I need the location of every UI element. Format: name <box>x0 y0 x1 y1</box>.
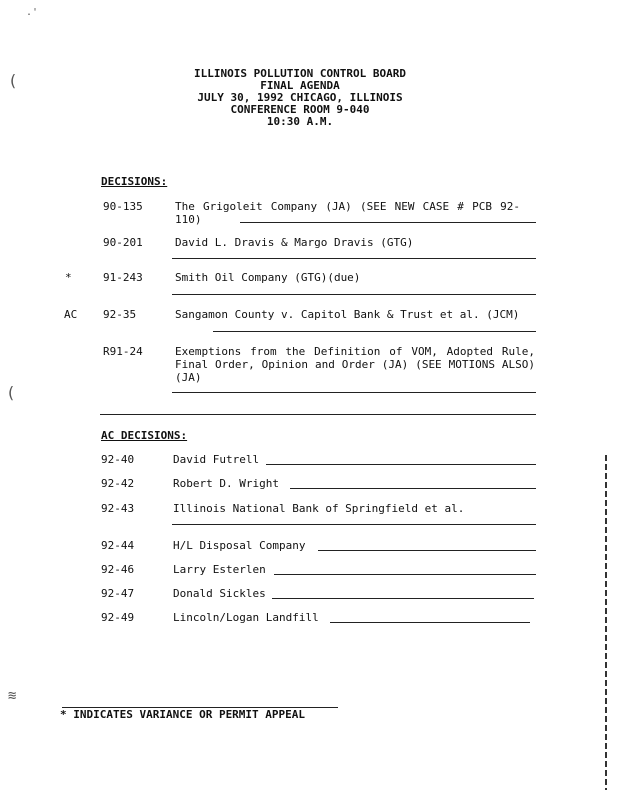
ac-decision-number: 92-44 <box>101 539 135 552</box>
footnote: * INDICATES VARIANCE OR PERMIT APPEAL <box>60 708 306 721</box>
variance-marker: * <box>65 271 72 284</box>
ac-decision-number: 92-42 <box>101 477 135 490</box>
decision-description: Sangamon County v. Capitol Bank & Trust et al. (JCM) <box>175 308 520 321</box>
ac-decision-number: 92-43 <box>101 502 135 515</box>
decision-number: R91-24 <box>103 345 143 358</box>
ac-decision-number: 92-49 <box>101 611 135 624</box>
scan-speck: ( <box>8 71 18 90</box>
ac-decision-number: 92-46 <box>101 563 135 576</box>
meeting-time: 10:30 A.M. <box>266 115 334 128</box>
decision-description: Exemptions from the Definition of VOM, Adopted Rule, Final Order, Opinion and Order (JA) (SEE MOTIONS ALSO)(JA) <box>175 345 535 384</box>
signature-line <box>213 331 536 332</box>
ac-decision-description: Larry Esterlen <box>173 563 266 576</box>
agenda-title: FINAL AGENDA <box>260 79 340 92</box>
signature-line <box>172 294 536 295</box>
signature-line <box>290 488 536 489</box>
decision-number: 91-243 <box>103 271 143 284</box>
ac-decisions-heading: AC DECISIONS: <box>101 429 188 442</box>
ac-decision-description: Illinois National Bank of Springfield et al. <box>173 502 465 515</box>
signature-line <box>330 622 530 623</box>
board-title: ILLINOIS POLLUTION CONTROL BOARD <box>194 67 406 80</box>
signature-line <box>274 574 536 575</box>
ac-decision-number: 92-40 <box>101 453 135 466</box>
signature-line <box>100 414 536 415</box>
decision-description: Smith Oil Company (GTG)(due) <box>175 271 361 284</box>
decision-number: 90-135 <box>103 200 143 213</box>
ac-decision-description: H/L Disposal Company <box>173 539 306 552</box>
ac-decision-description: Robert D. Wright <box>173 477 279 490</box>
signature-line <box>318 550 536 551</box>
scan-speck: ≋ <box>8 688 17 704</box>
decision-description: The Grigoleit Company (JA) (SEE NEW CASE # PCB 92-110) <box>175 200 520 226</box>
scan-speck: .' <box>26 7 39 18</box>
decisions-heading: DECISIONS: <box>101 175 168 188</box>
signature-line <box>266 464 536 465</box>
ac-decision-description: Donald Sickles <box>173 587 266 600</box>
signature-line <box>272 598 534 599</box>
decision-number: 92-35 <box>103 308 137 321</box>
signature-line <box>172 524 536 525</box>
ac-decision-number: 92-47 <box>101 587 135 600</box>
signature-line <box>172 392 536 393</box>
signature-line <box>172 258 536 259</box>
meeting-room: CONFERENCE ROOM 9-040 <box>230 103 370 116</box>
meeting-date-location: JULY 30, 1992 CHICAGO, ILLINOIS <box>197 91 403 104</box>
scan-speck: ( <box>6 383 16 402</box>
decision-number: 90-201 <box>103 236 143 249</box>
signature-line <box>240 222 536 223</box>
decision-description: David L. Dravis & Margo Dravis (GTG) <box>175 236 414 249</box>
ac-marker: AC <box>64 308 78 321</box>
ac-decision-description: David Futrell <box>173 453 260 466</box>
ac-decision-description: Lincoln/Logan Landfill <box>173 611 319 624</box>
scan-edge-artifact <box>605 455 607 790</box>
